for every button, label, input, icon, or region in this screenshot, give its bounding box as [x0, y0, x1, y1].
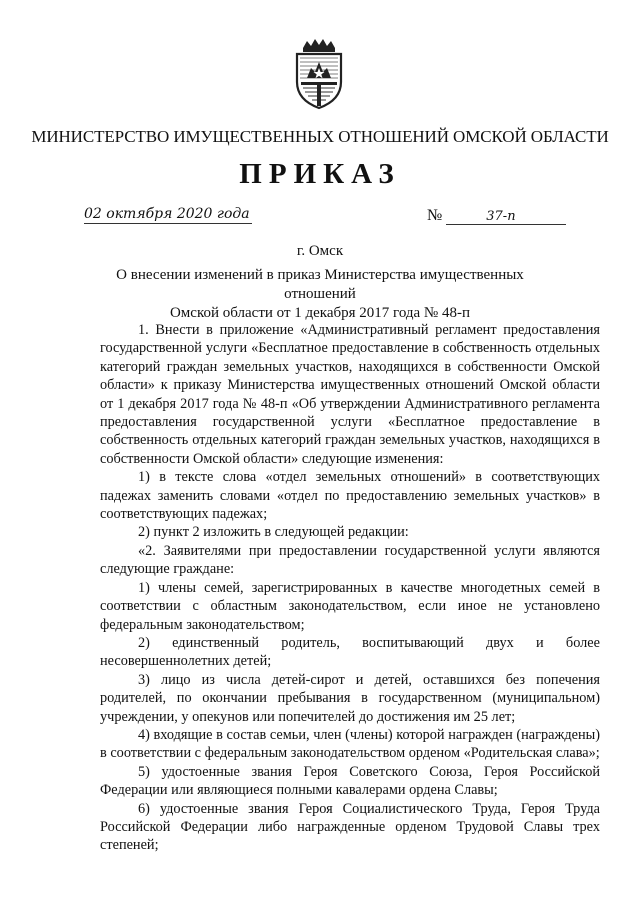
order-number: 37-п [446, 209, 566, 225]
body-paragraph: 5) удостоенные звания Героя Советского Союза, Героя Российской Федерации или являющиеся полными кавалерами ордена Славы; [100, 763, 600, 799]
body-paragraph: 6) удостоенные звания Героя Социалистического Труда, Героя Труда Российской Федерации либо награжденные орденом Трудовой Славы трех степеней; [100, 800, 600, 854]
body-paragraph: 1) члены семей, зарегистрированных в качестве многодетных семей в соответствии с областным законодательством, если иное не установлено федеральным законодательством; [100, 579, 600, 633]
number-sign: № [427, 207, 443, 224]
omsk-coat-of-arms-icon [289, 38, 349, 110]
body-paragraph: 4) входящие в состав семьи, член (члены) которой награжден (награждены) в соответствии с федеральным законодательством орденом «Родительская слава»; [100, 726, 600, 762]
body-paragraph: «2. Заявителями при предоставлении государственной услуги являются следующие граждане: [100, 542, 600, 578]
body-paragraph: 1) в тексте слова «отдел земельных отношений» в соответствующих падежах заменить словами «отдел по предоставлению земельных участков» в соответствующих падежах; [100, 469, 600, 523]
city: г. Омск [296, 243, 344, 259]
subject-line: О внесении изменений в приказ Министерства имущественных отношений [116, 267, 524, 302]
body-paragraph: 1. Внести в приложение «Административный регламент предоставления государственной услуги «Бесплатное предоставление в собственность отдельных категорий граждан земельных участков, находящихся в собственности Омской области» к приказу Министерства имущественных отношений Омской области от 1 декабря 2017 года № 48-п «Об утверждении Административного регламента предоставления государственной услуги «Бесплатное предоставление в собственность отдельных категорий граждан земельных участков, находящихся в собственности Омской области» следующие изменения: [100, 322, 600, 467]
ministry-name: МИНИСТЕРСТВО ИМУЩЕСТВЕННЫХ ОТНОШЕНИЙ ОМСКОЙ ОБЛАСТИ [31, 127, 609, 146]
body-paragraph: 3) лицо из числа детей-сирот и детей, оставшихся без попечения родителей, по окончании пребывания в государственном (муниципальном) учреждении, у опекунов или попечителей до достижения им 25 лет; [100, 671, 600, 725]
order-body [100, 321, 600, 855]
subject-line: Омской области от 1 декабря 2017 года № 48-п [169, 305, 471, 321]
order-subject [100, 266, 540, 323]
body-paragraph: 2) единственный родитель, воспитывающий двух и более несовершеннолетних детей; [100, 634, 600, 670]
order-number-field [427, 207, 566, 225]
document-title: ПРИКАЗ [239, 158, 401, 190]
order-date: 02 октября 2020 года [84, 206, 250, 222]
body-paragraph: 2) пункт 2 изложить в следующей редакции: [138, 524, 409, 541]
